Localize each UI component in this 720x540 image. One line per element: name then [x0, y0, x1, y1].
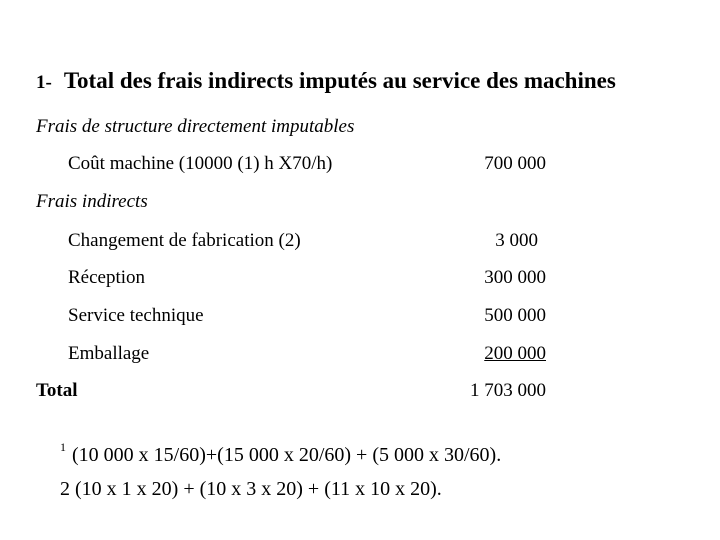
category-label: Frais de structure directement imputables: [36, 116, 355, 137]
cost-row: [0, 303, 720, 329]
cost-label: Coût machine (10000 (1) h X70/h): [68, 153, 333, 174]
cost-label: Emballage: [68, 343, 150, 364]
category-label: Frais indirects: [36, 191, 148, 212]
footnote-marker: 1: [60, 440, 66, 454]
cost-amount: 3 000: [495, 230, 538, 251]
cost-row: [0, 151, 720, 177]
footnote-text: (10 000 x 15/60)+(15 000 x 20/60) + (5 000 x 30/60).: [72, 444, 502, 466]
cost-label: Réception: [68, 267, 146, 288]
cost-amount: 200 000: [484, 343, 546, 364]
cost-row: [0, 341, 720, 367]
cost-amount: 700 000: [484, 153, 546, 174]
total-amount: 1 703 000: [470, 380, 546, 401]
footnote-2: [60, 478, 442, 501]
footnote-text: 2 (10 x 1 x 20) + (10 x 3 x 20) + (11 x 10 x 20).: [60, 478, 442, 500]
section-number: 1-: [36, 72, 52, 93]
cost-row: [0, 228, 720, 254]
category-row: [0, 189, 720, 215]
category-row: [0, 114, 720, 140]
cost-label: Changement de fabrication (2): [68, 230, 301, 251]
section-heading: [36, 68, 616, 94]
total-label: Total: [36, 380, 78, 401]
cost-row: [0, 265, 720, 291]
cost-amount: 500 000: [484, 305, 546, 326]
footnote-1: [60, 440, 502, 467]
cost-amount: 300 000: [484, 267, 546, 288]
total-row: [0, 378, 720, 404]
cost-label: Service technique: [68, 305, 204, 326]
section-title: Total des frais indirects imputés au service des machines: [63, 68, 616, 93]
